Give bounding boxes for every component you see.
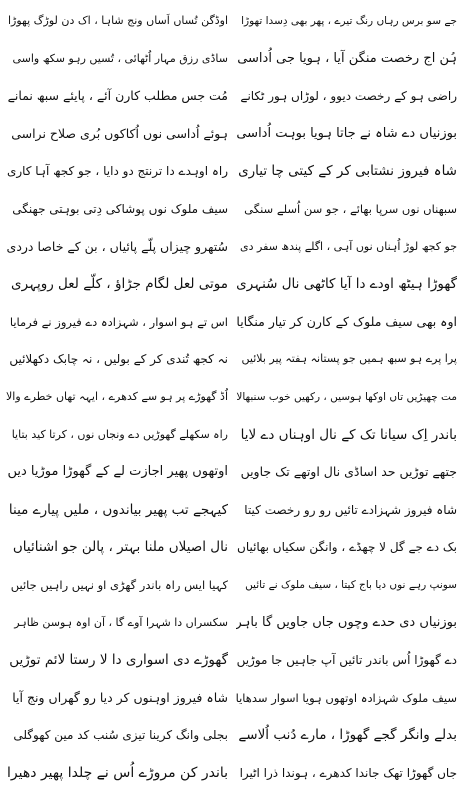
verse-line: سبھناں نوں سرپا بھائے ، جو سن اُسلے سنگی [244,202,457,216]
verse-line: سُتھرو چیزاں پلّے پائیاں ، بن کے خاصا دردی [6,238,228,254]
verse-line: شاہ فیروز شہزادے تائیں رو رو رخصت کیتا [244,502,457,517]
verse-line: نہ کجھ تُندی کر کے بولیں ، نہ چابک دکھلائیں [9,352,228,367]
verse-line: کہیا ایس راہ باندر گھڑی او نہیں راہیں جائیں [10,578,228,592]
verse-line: سیف ملوک نوں پوشاکی دِتی بوہتی جھنگی [12,202,228,216]
verse-line: پرا پرے ہو سبھ ہمیں جو پستانہ ہفتہ پیر بلائیں [241,352,457,366]
verse-line: ساڈی رزق مہار اُٹھائی ، تُسیں رہو سکھ واسی [12,51,228,65]
verse-line: بوزنیاں دے شاہ نے جاتا ہویا بوہت اُداسی [236,125,457,141]
verse-line: جاں گھوڑا تھک جاندا کدھرے ، ہوندا ذرا اٹیرا [239,766,457,780]
verse-line: مُت جس مطلب کارن آئے ، پایئے سبھ نمانے [7,88,228,104]
verse-line: اس تے ہو اسوار ، شہزادہ دے فیروز نے فرمایا [9,314,228,329]
verse-line: اوڈگن تُساں اَساں ونج شاہا ، اک دن لوڑگ پھوڑا [8,14,228,27]
verse-line: راہ اوہدے دا ترنتج دو دایا ، جو کجھ آہا کاری [6,164,228,179]
verse-line: اوتھوں پھیر اجازت لے کے گھوڑا موڑیا دیں [7,464,228,480]
verse-line: اُڈ گھوڑے پر ہو سے کدھرے ، ایہہ تھاں خطرے والا [6,390,228,403]
verse-line: بوزنیاں دی حدے وچوں جاں جاویں گا باہر [236,614,457,630]
verse-line: گھوڑے دی اسواری دا لا رستا لائم توڑیں [9,652,228,669]
verse-line: ہوئے اُداسی نوں اُکاکوں بُری صلاح نراسی [11,125,228,141]
verse-line: سیف ملوک شہزادہ اوتھوں ہویا اسوار سدھایا [236,690,457,705]
verse-line: اوہ بھی سیف ملوک کے کارن کر تیار منگایا [236,313,457,329]
verse-line: شاہ فیروز نشتابی کر کے کیتی چا تیاری [238,163,457,180]
verse-line: بک دے جے گل لا چھڈے ، وانگن سکیاں بھائیاں [237,540,457,555]
verse-line: راہ سکھلے گھوڑیں دے ونجاں نوں ، کرتا کید بتایا [11,427,228,441]
verse-line: بدلے وانگر گجے گھوڑا ، مارے دُنب اُلاسے [238,727,457,744]
verse-line: موتی لعل لگام جڑاؤ ، کلّے لعل روپہری [11,276,228,293]
verse-line: نال اصیلاں ملنا بہتر ، پالن جو اشنائیاں [12,539,228,556]
verse-line: گھوڑا ہیٹھ اودے دا آیا کاٹھی نال سُنہری [236,276,457,293]
verse-line: باندر کن مروڑے اُس نے چلدا پھیر دھیرا [7,765,228,781]
verse-line: جتھے توڑیں حد اساڈی نال اوتھے تک جاویں [240,464,457,480]
verse-line: جے سو برس رہاں رنگ تیرے ، پھر بھی دِسدا تھوڑا [241,15,457,27]
verse-line: دے گھوڑا اُس باندر تائیں آپ جاہیں جا موڑیں [236,653,457,668]
verse-line: راضی ہو کے رخصت دیوو ، لوڑاں ہور ٹکانے [240,89,457,104]
verse-line: باندر اِک سیانا تک کے نال اوہناں دے لایا [240,426,457,443]
verse-line: کیہجے تب پھیر بیاندوں ، ملیں پیارے مینا [8,501,228,518]
verse-line: مت چھیڑیں تاں اوکھا ہوسیں ، رکھیں خوب سنبھالا [236,391,457,403]
verse-line: ہُن اج رخصت منگن آیا ، ہویا جی اُداسی [237,50,457,66]
verse-line: شاہ فیروز اوہنوں کر دیا رو گھراں ونج آیا [12,689,228,705]
verse-line: بجلی وانگ کرینا تیزی سُنب کد مین کھوگلی [13,728,228,743]
text-column-left [6,4,228,792]
text-column-right [236,4,457,792]
verse-line: سونپ رہے نوں دیا باج کیتا ، سیف ملوک نے تائیں [245,579,457,591]
verse-line: جو کجھ لوڑ اُہناں نوں آہی ، اگلے پندھ سفر دی [240,239,457,253]
verse-line: سکسراں دا شہرا آوے گا ، آن اوہ ہوسن ظاہر [14,615,228,629]
